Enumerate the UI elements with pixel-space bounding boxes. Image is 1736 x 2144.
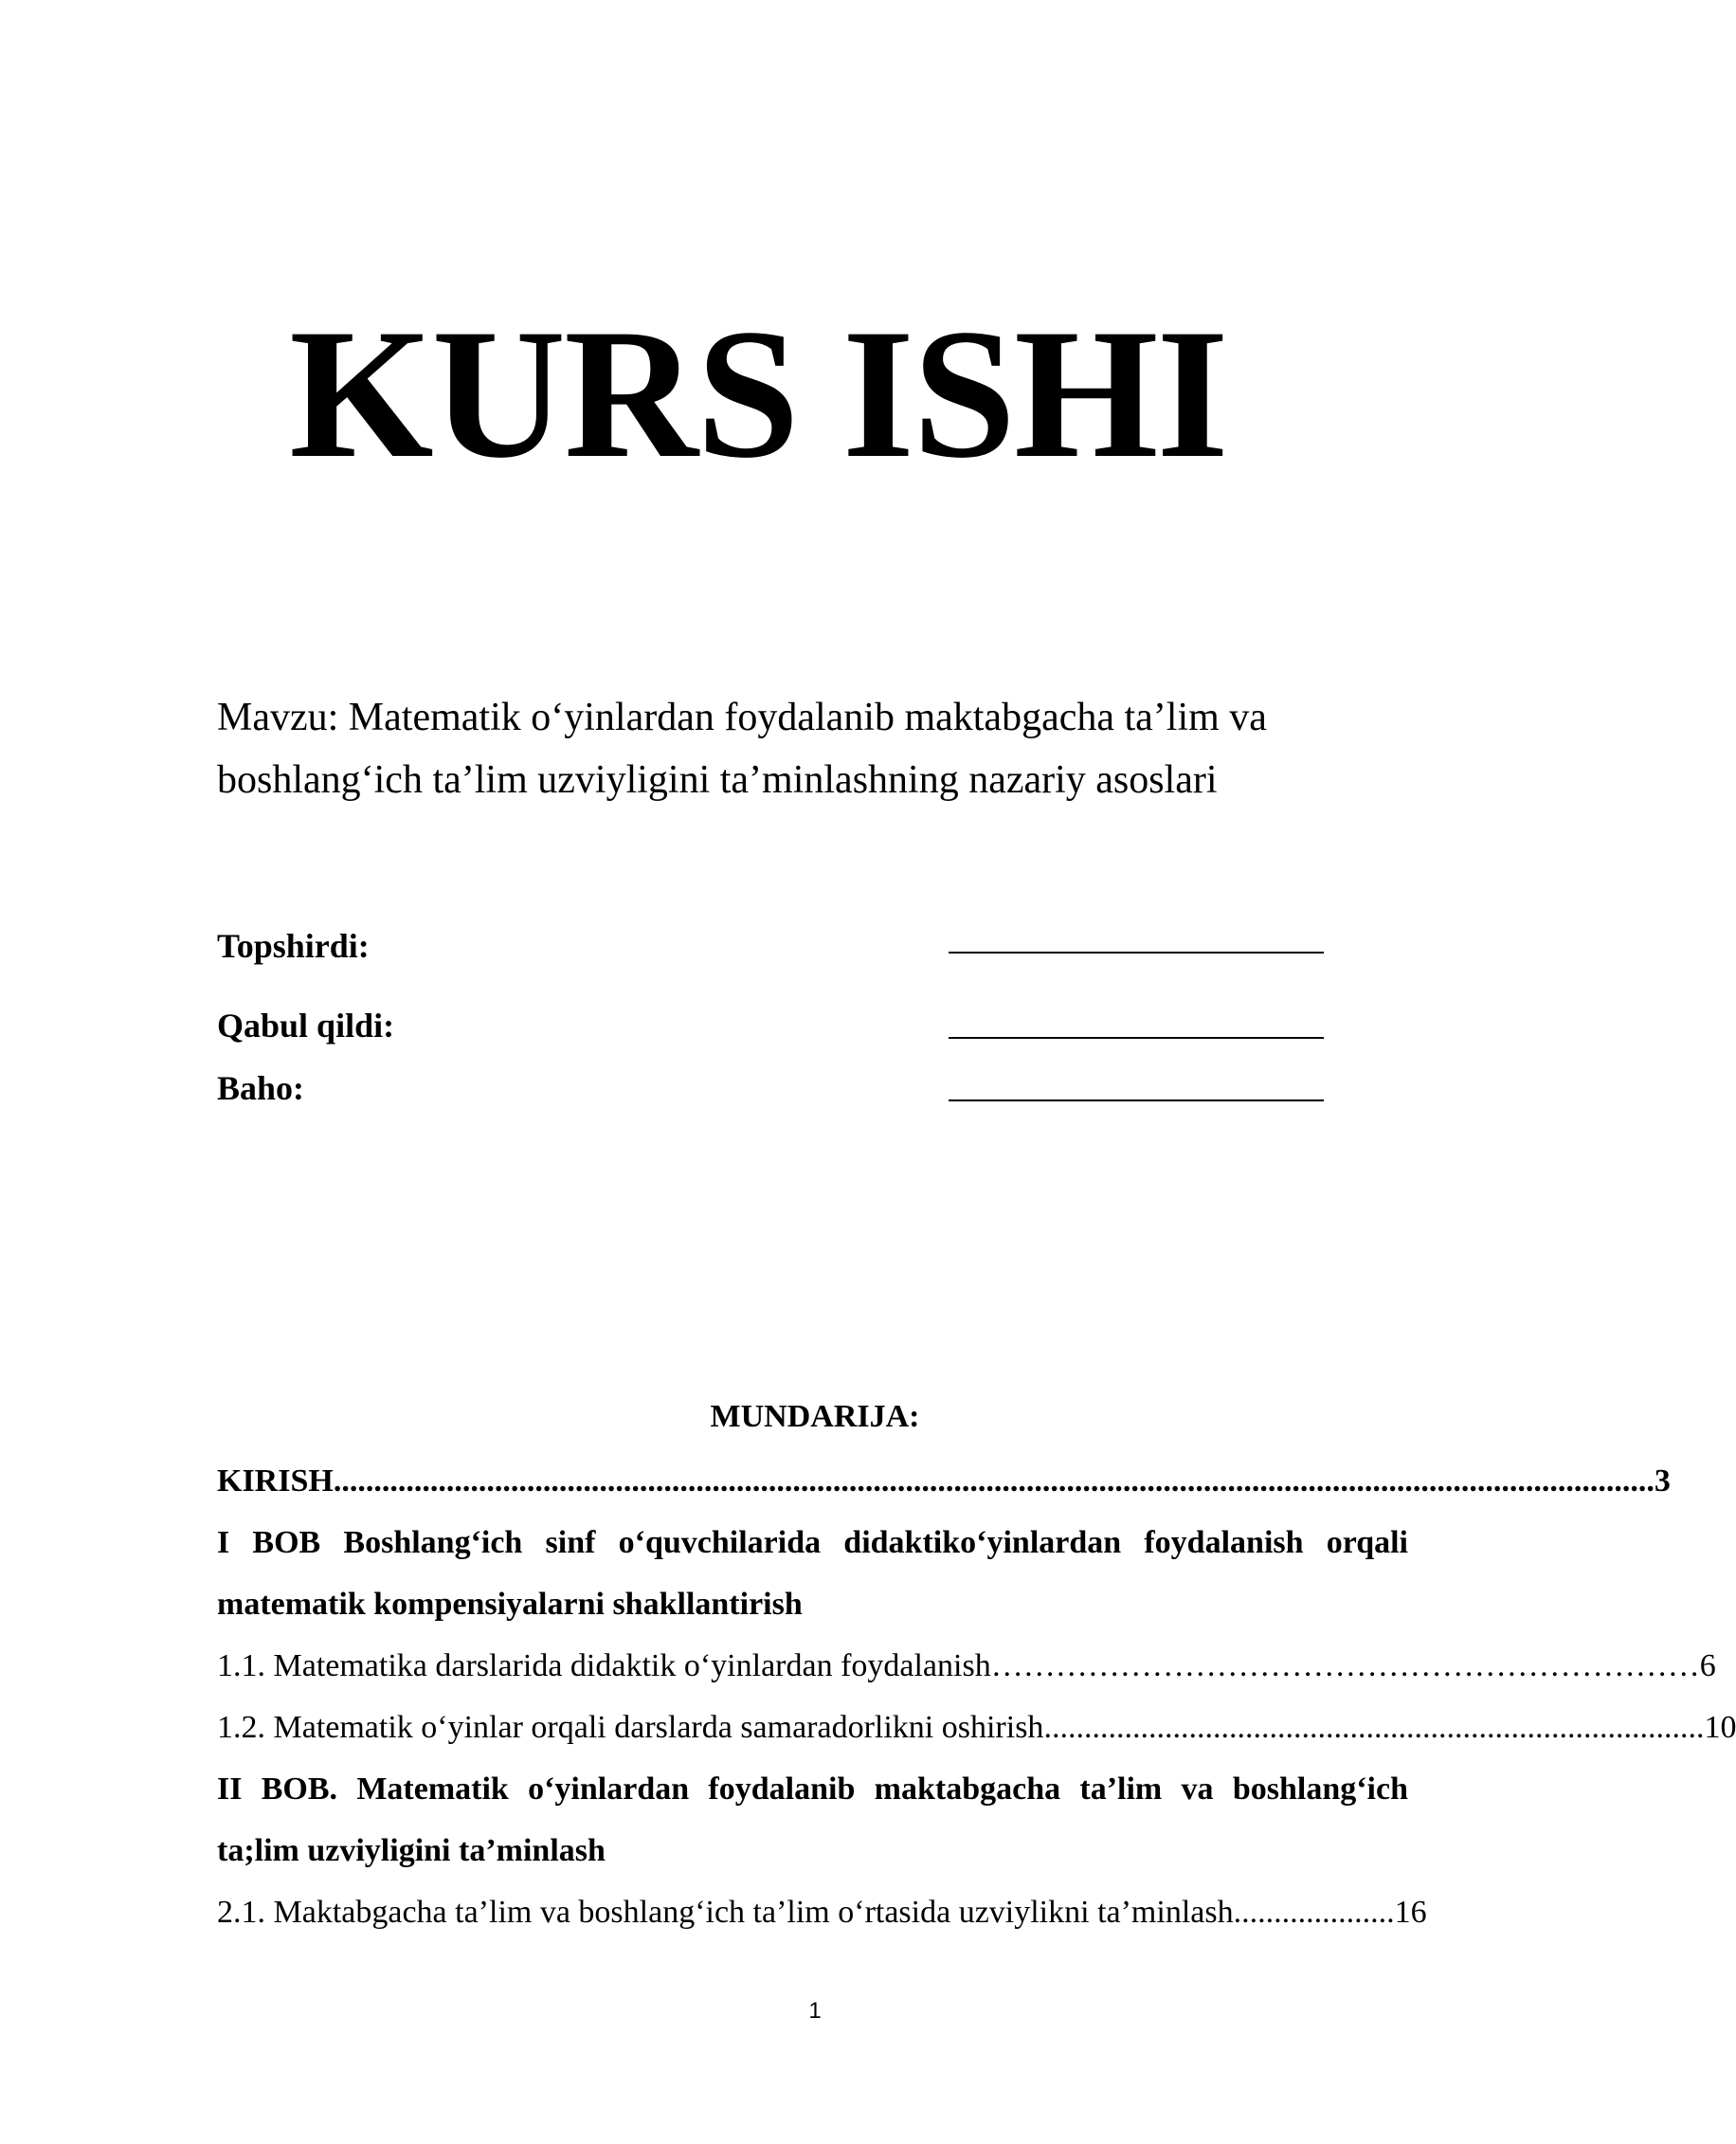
toc-page-number: 3 xyxy=(1654,1463,1671,1499)
toc-entry-label: KIRISH xyxy=(217,1463,334,1499)
toc-entry-1-2 xyxy=(217,1697,1736,1758)
toc-heading: MUNDARIJA: xyxy=(710,1399,920,1434)
accepted-by-line xyxy=(949,1037,1324,1039)
submitted-by-line xyxy=(949,952,1324,954)
toc-page-number: 6 xyxy=(1699,1648,1716,1683)
document-title: KURS ISHI xyxy=(289,291,1227,497)
toc-chapter-1: I BOB Boshlang‘ich sinf o‘quvchilarida didaktiko‘yinlardan foydalanish orqali matematik kompensiyalarni shakllantirish xyxy=(217,1525,1408,1622)
toc-leader-dots: ………………………………………………………… xyxy=(990,1648,1700,1683)
topic-line-2: boshlang‘ich ta’lim uzviyligini ta’minlashning nazariy asoslari xyxy=(217,758,1218,802)
accepted-by-label: Qabul qildi: xyxy=(217,1007,395,1045)
grade-line xyxy=(949,1099,1324,1101)
toc-leader-dots: .................................................................................................................................................................... xyxy=(333,1463,1655,1499)
toc-entry-label: 1.1. Matematika darslarida didaktik o‘yinlardan foydalanish xyxy=(217,1648,991,1683)
toc-chapter-2: II BOB. Matematik o‘yinlardan foydalanib maktabgacha ta’lim va boshlang‘ich ta;lim uzviyligini ta’minlash xyxy=(217,1772,1408,1868)
toc-entry-1-1 xyxy=(217,1635,1716,1697)
toc-entry-2-1 xyxy=(217,1881,1427,1943)
table-of-contents xyxy=(217,1450,1736,1943)
topic-line-1: Mavzu: Matematik o‘yinlardan foydalanib maktabgacha ta’lim va xyxy=(217,696,1267,739)
page-number: 1 xyxy=(808,1998,822,2024)
toc-leader-dots: .................................................................................. xyxy=(1043,1710,1705,1745)
toc-entry-label: 2.1. Maktabgacha ta’lim va boshlang‘ich ta’lim o‘rtasida uzviylikni ta’minlash xyxy=(217,1895,1234,1930)
toc-page-number: 10 xyxy=(1704,1710,1736,1745)
toc-entry-label: 1.2. Matematik o‘yinlar orqali darslarda samaradorlikni oshirish xyxy=(217,1710,1044,1745)
topic-text xyxy=(217,686,1401,811)
grade-label: Baho: xyxy=(217,1069,305,1107)
toc-leader-dots: .................... xyxy=(1233,1895,1395,1930)
toc-entry-intro xyxy=(217,1450,1671,1512)
toc-page-number: 16 xyxy=(1394,1895,1427,1930)
submitted-by-label: Topshirdi: xyxy=(217,927,370,965)
